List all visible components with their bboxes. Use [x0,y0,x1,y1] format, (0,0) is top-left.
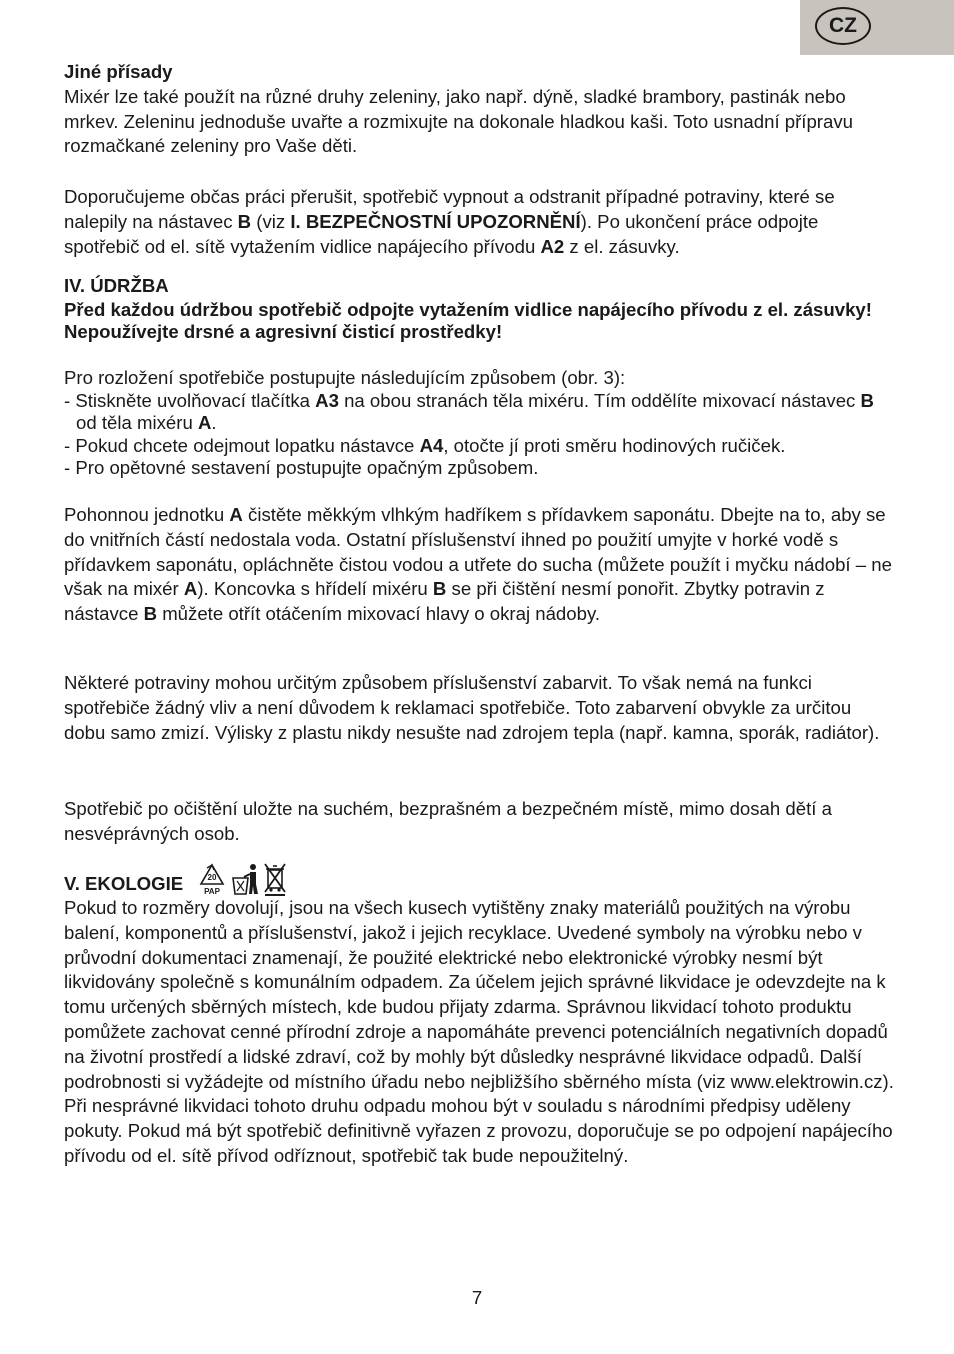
language-badge: CZ [815,7,871,45]
ecology-heading-row [64,860,894,896]
disassembly-intro: Pro rozložení spotřebiče postupujte následujícím způsobem (obr. 3): [64,367,626,388]
section-heading: V. EKOLOGIE [64,873,184,894]
list-item: - Pokud chcete odejmout lopatku nástavce A4, otočte jí proti směru hodinových ručiček. [64,434,786,456]
cleaning-paragraph [64,503,894,627]
list-item: - Stiskněte uvolňovací tlačítka A3 na obou stranách těla mixéru. Tím oddělíte mixovací nástavec B od těla mixéru A. [64,389,874,434]
page-number: 7 [471,1287,483,1308]
paragraph: Doporučujeme občas práci přerušit, spotřebič vypnout a odstranit případné potraviny, které se nalepily na nástavec B (viz I. BEZPEČNOSTNÍ UPOZORNĚNÍ). Po ukončení práce odpojte spotřebič od el. sítě vytažením vidlice napájecího přívodu A2 z el. zásuvky. [64,186,835,257]
maintenance-warning: Před každou údržbou spotřebič odpojte vytažením vidlice napájecího přívodu z el. zásuvky! Nepoužívejte drsné a agresivní čisticí prostředky! [64,298,872,342]
paragraph: Mixér lze také použít na různé druhy zeleniny, jako např. dýně, sladké brambory, pastinák nebo mrkev. Zeleninu jednoduše uvařte a rozmixujte na dokonale hladkou kaši. Toto usnadní přípravu rozmačkané zeleniny pro Vaše děti. [64,85,853,157]
section-heading: Jiné přísady [64,61,173,82]
paragraph: Spotřebič po očištění uložte na suchém, bezprašném a bezpečném místě, mimo dosah dětí a nesvéprávných osob. [64,798,832,844]
section-ecology [64,860,894,1169]
recycle-code: PAP [204,887,221,896]
disassembly-instructions [64,367,894,480]
ecology-penalty-paragraph: Při nesprávné likvidaci tohoto druhu odpadu mohou být v souladu s národními předpisy uděleny pokuty. Pokud má být spotřebič definitivně vyřazen z provozu, doporučuje se po odpojení napájecího přívodu od el. sítě přívod odříznout, spotřebič tak bude nepoužitelný. [64,1095,893,1166]
section-other-ingredients [64,60,894,159]
ecology-icons [197,860,287,896]
section-heading: IV. ÚDRŽBA [64,275,169,296]
paragraph: Pohonnou jednotku A čistěte měkkým vlhkým hadříkem s přídavkem saponátu. Dbejte na to, aby se do vnitřních částí nedostala voda. Ostatní příslušenství ihned po použití umyjte v horké vodě s přídavkem saponátu, opláchněte čistou vodou a utřete do sucha (můžete použít i myčku nádobí – ne však na mixér A). Koncovka s hřídelí mixéru B se při čištění nesmí ponořit. Zbytky potravin z nástavce B můžete otřít otáčením mixovací hlavy o okraj nádoby. [64,504,892,625]
recycle-number: 20 [207,873,217,882]
coloring-paragraph [64,671,894,745]
recycle-pap-icon [197,862,227,896]
recommendation-paragraph [64,185,894,259]
language-tab [800,0,954,55]
section-maintenance [64,274,894,343]
storage-paragraph [64,797,894,847]
paragraph: Některé potraviny mohou určitým způsobem příslušenství zabarvit. To však nemá na funkci spotřebiče žádný vliv a není důvodem k reklamaci spotřebiče. Toto zabarvení obvykle za určitou dobu samo zmizí. Výlisky z plastu nikdy nesušte nad zdrojem tepla (např. kamna, sporák, radiátor). [64,672,880,743]
list-item: - Pro opětovné sestavení postupujte opačným způsobem. [64,457,539,479]
tidy-man-bin-icon [230,862,260,896]
ecology-paragraph: Pokud to rozměry dovolují, jsou na všech kusech vytištěny znaky materiálů použitých na výrobu balení, komponentů a příslušenství, jakož i jejich recyklace. Uvedené symboly na výrobku nebo v průvodní dokumentaci znamenají, že použité elektrické nebo elektronické výrobky nesmí být likvidovány společně s komunálním odpadem. Za účelem jejich správné likvidace je odevzdejte na k tomu určených sběrných místech, kde budou přijaty zdarma. Správnou likvidací tohoto produktu pomůžete zachovat cenné přírodní zdroje a napomáháte prevenci potenciálních negativních dopadů na životní prostředí a lidské zdraví, což by mohly být důsledky nesprávné likvidace odpadů. Další podrobnosti si vyžádejte od místního úřadu nebo nejbližšího sběrného místa (viz www.elektrowin.cz). [64,897,894,1092]
crossed-bin-icon [263,862,287,896]
